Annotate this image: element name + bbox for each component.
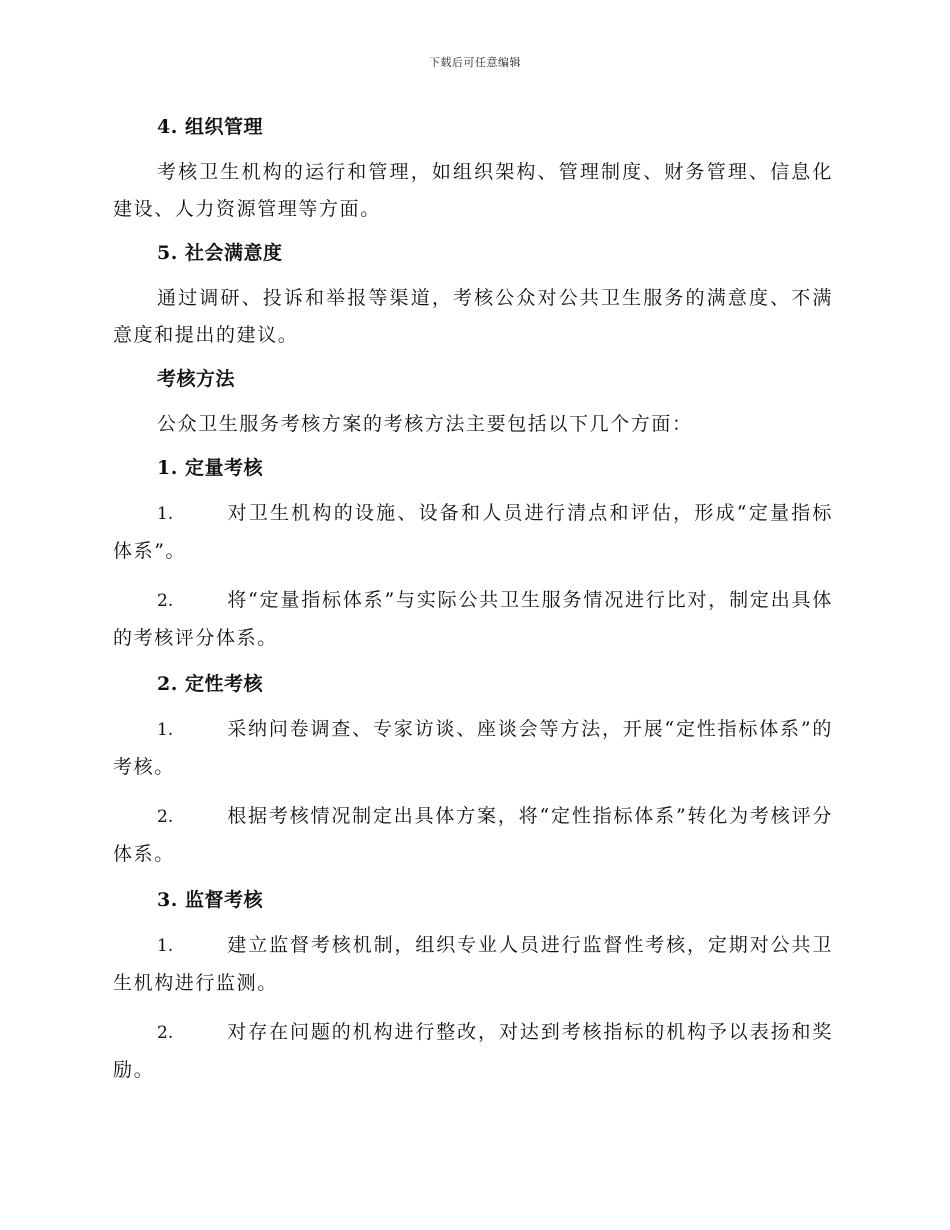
section-heading-methods: 考核方法 xyxy=(157,368,236,390)
list-item-text: 将“定量指标体系”与实际公共卫生服务情况进行比对，制定出具体的考核评分体系。 xyxy=(113,589,833,649)
list-item-number: 1. xyxy=(157,504,174,524)
list-item xyxy=(113,495,833,570)
list-item xyxy=(113,582,833,657)
list-item-text: 采纳问卷调查、专家访谈、座谈会等方法，开展“定性指标体系”的考核。 xyxy=(113,718,833,778)
list-item-text: 根据考核情况制定出具体方案，将“定性指标体系”转化为考核评分体系。 xyxy=(113,805,833,865)
list-item xyxy=(113,798,833,873)
list-item-text: 对存在问题的机构进行整改，对达到考核指标的机构予以表扬和奖励。 xyxy=(113,1021,833,1081)
list-item-number: 1. xyxy=(157,936,174,956)
list-item-text: 建立监督考核机制，组织专业人员进行监督性考核，定期对公共卫生机构进行监测。 xyxy=(113,934,833,994)
list-item-number: 2. xyxy=(157,807,174,827)
section-heading-satisfaction: 5. 社会满意度 xyxy=(157,242,283,264)
paragraph-satisfaction: 通过调研、投诉和举报等渠道，考核公众对公共卫生服务的满意度、不满意度和提出的建议。 xyxy=(113,287,833,346)
list-item xyxy=(113,711,833,786)
list-item-number: 1. xyxy=(157,720,174,740)
document-body xyxy=(113,112,833,1101)
list-item-number: 2. xyxy=(157,1023,174,1043)
header-note: 下载后可任意编辑 xyxy=(429,56,521,69)
paragraph-methods: 公众卫生服务考核方案的考核方法主要包括以下几个方面： xyxy=(157,413,693,435)
list-item xyxy=(113,1014,833,1089)
paragraph-org-mgmt: 考核卫生机构的运行和管理，如组织架构、管理制度、财务管理、信息化建设、人力资源管理等方面。 xyxy=(113,161,833,220)
list-item-text: 对卫生机构的设施、设备和人员进行清点和评估，形成“定量指标体系”。 xyxy=(113,502,833,562)
list-item xyxy=(113,927,833,1002)
section-heading-org-mgmt: 4. 组织管理 xyxy=(157,116,263,138)
section-heading-supervision: 3. 监督考核 xyxy=(157,889,263,911)
list-item-number: 2. xyxy=(157,591,174,611)
section-heading-qualitative: 2. 定性考核 xyxy=(157,673,263,695)
section-heading-quantitative: 1. 定量考核 xyxy=(157,457,263,479)
